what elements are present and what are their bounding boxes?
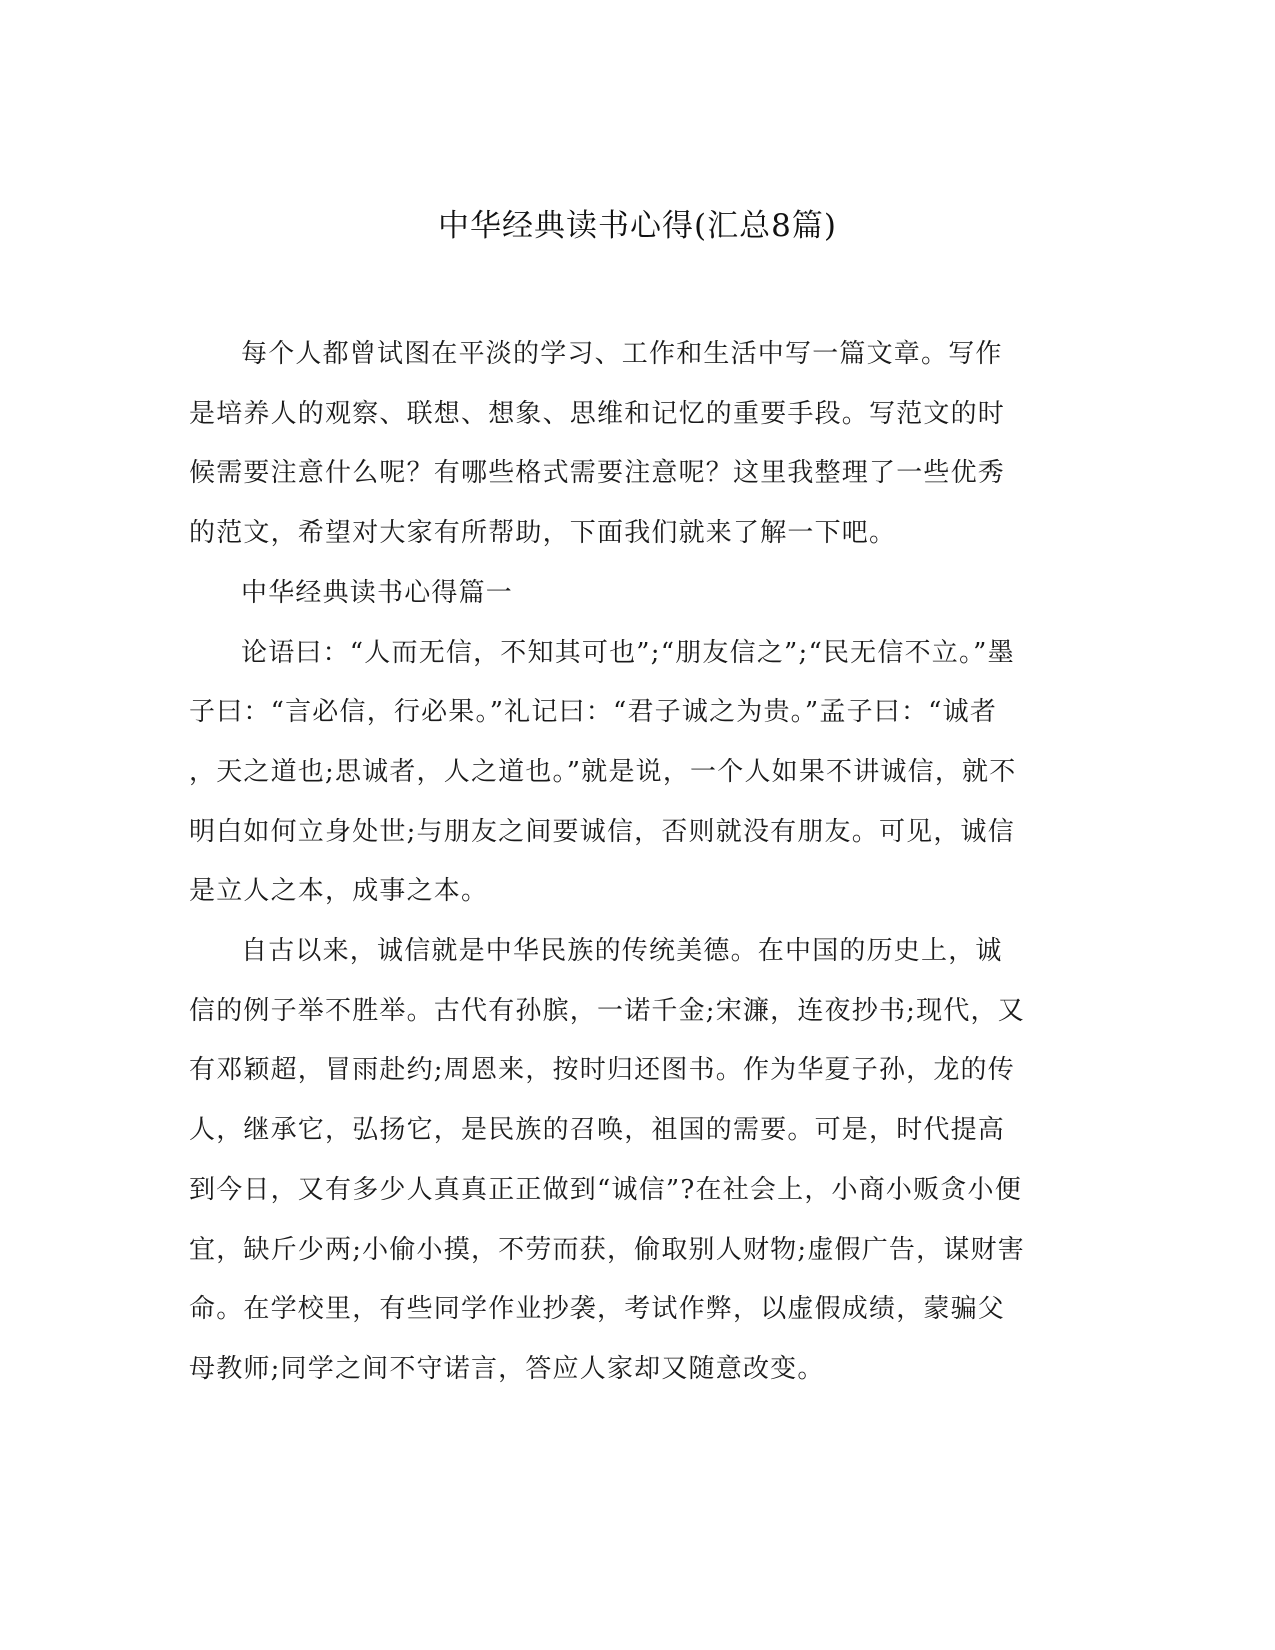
paragraph-line: 是培养人的观察、联想、想象、思维和记忆的重要手段。写范文的时 xyxy=(189,398,1006,429)
body-paragraph xyxy=(189,624,1085,923)
paragraph-line: 母教师;同学之间不守诺言，答应人家却又随意改变。 xyxy=(189,1353,825,1384)
document-title: 中华经典读书心得(汇总8篇) xyxy=(438,208,837,244)
paragraph-line: 的范文，希望对大家有所帮助，下面我们就来了解一下吧。 xyxy=(189,518,897,549)
paragraph-line: 自古以来，诚信就是中华民族的传统美德。在中国的历史上，诚 xyxy=(241,936,1003,967)
paragraph-line: 子曰：“言必信，行必果。”礼记曰：“君子诚之为贵。”孟子曰：“诚者 xyxy=(189,697,998,728)
paragraph-line: 到今日，又有多少人真真正正做到“诚信”?在社会上，小商小贩贪小便 xyxy=(189,1174,1022,1205)
paragraph-line: 有邓颖超，冒雨赴约;周恩来，按时归还图书。作为华夏子孙，龙的传 xyxy=(189,1055,1015,1086)
paragraph-line: 宜，缺斤少两;小偷小摸，不劳而获，偷取别人财物;虚假广告，谋财害 xyxy=(189,1234,1025,1265)
intro-paragraph xyxy=(189,325,1085,564)
paragraph-line: 是立人之本，成事之本。 xyxy=(189,876,489,907)
section-heading-text: 中华经典读书心得篇一 xyxy=(241,577,514,608)
paragraph-line: 每个人都曾试图在平淡的学习、工作和生活中写一篇文章。写作 xyxy=(241,339,1003,369)
section-heading xyxy=(189,564,1085,624)
paragraph-line: 信的例子举不胜举。古代有孙膑，一诺千金;宋濂，连夜抄书;现代，又 xyxy=(189,995,1025,1026)
paragraph-line: ，天之道也;思诚者，人之道也。”就是说，一个人如果不讲诚信，就不 xyxy=(189,756,1017,787)
paragraph-line: 候需要注意什么呢？有哪些格式需要注意呢？这里我整理了一些优秀 xyxy=(189,458,1006,489)
paragraph-line: 命。在学校里，有些同学作业抄袭，考试作弊，以虚假成绩，蒙骗父 xyxy=(189,1294,1006,1325)
paragraph-line: 论语曰：“人而无信，不知其可也”;“朋友信之”;“民无信不立。”墨 xyxy=(241,637,1015,668)
document-body xyxy=(189,325,1085,1400)
body-paragraph xyxy=(189,922,1085,1400)
paragraph-line: 人，继承它，弘扬它，是民族的召唤，祖国的需要。可是，时代提高 xyxy=(189,1115,1006,1146)
paragraph-line: 明白如何立身处世;与朋友之间要诚信，否则就没有朋友。可见，诚信 xyxy=(189,816,1015,847)
